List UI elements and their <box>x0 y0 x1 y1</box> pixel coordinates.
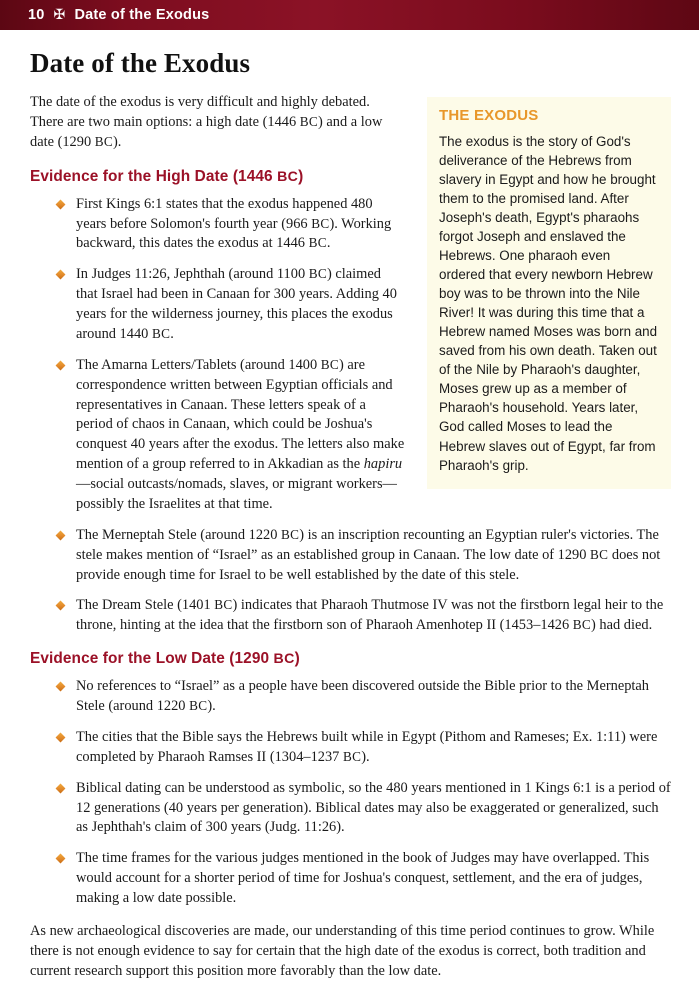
list-item: The cities that the Bible says the Hebrews built while in Egypt (Pithom and Rameses; Ex. 1:11) were completed by Pharaoh Ramses II (1304–1237 BC). <box>30 728 671 768</box>
bullet-list-low-date <box>30 677 671 909</box>
list-item: The Amarna Letters/Tablets (around 1400 BC) are correspondence written between Egyptian officials and representatives in Canaan. These letters speak of a period of chaos in Canaan, which could be Joshua's conquest 40 years after the exodus. The letters also make mention of a group referred to in Akkadian as the hapiru—social outcasts/nomads, slaves, or migrant workers—possibly the Israelites at that time. <box>30 356 448 515</box>
closing-paragraph: As new archaeological discoveries are made, our understanding of this time period continues to grow. While there is not enough evidence to say for certain that the high date of the exodus is correct, both tradition and current research support this position more favorably than the low date. <box>30 922 655 979</box>
page-content <box>30 30 671 982</box>
cross-icon: ✠ <box>53 6 66 22</box>
page-number: 10 <box>28 7 45 23</box>
list-item: The Dream Stele (1401 BC) indicates that Pharaoh Thutmose IV was not the firstborn legal heir to the throne, hinting at the idea that the firstborn son of Pharaoh Amenhotep II (1453–1426 BC) had died. <box>30 596 671 636</box>
list-item: The Merneptah Stele (around 1220 BC) is an inscription recounting an Egyptian ruler's victories. The stele makes mention of “Israel” as an established group in Canaan. The low date of 1290 BC does not provide enough time for Israel to be well established by the date of this stele. <box>30 526 671 586</box>
section-heading-low-date: Evidence for the Low Date (1290 BC) <box>30 650 300 668</box>
list-item: In Judges 11:26, Jephthah (around 1100 BC) claimed that Israel had been in Canaan for 300 years. Adding 40 years for the wilderness journey, this places the exodus around 1440 BC. <box>30 265 448 345</box>
list-item: Biblical dating can be understood as symbolic, so the 480 years mentioned in 1 Kings 6:1 is a period of 12 generations (40 years per generation). Biblical dates may also be exaggerated or generalized, such as Jephthah's claim of 300 years (Judg. 11:26). <box>30 779 671 839</box>
sidebar-the-exodus <box>427 97 671 489</box>
list-item: The time frames for the various judges mentioned in the book of Judges may have overlapped. This would account for a shorter period of time for Joshua's conquest, settlement, and the era of judges, making a low date possible. <box>30 849 671 909</box>
list-item: No references to “Israel” as a people have been discovered outside the Bible prior to the Merneptah Stele (around 1220 BC). <box>30 677 671 717</box>
intro-paragraph: The date of the exodus is very difficult and highly debated. There are two main options: a high date (1446 BC) and a low date (1290 BC). <box>30 94 383 150</box>
running-header-content <box>28 7 209 23</box>
page-body <box>0 30 699 979</box>
section-heading-high-date: Evidence for the High Date (1446 BC) <box>30 167 304 185</box>
sidebar-title: THE EXODUS <box>439 107 539 124</box>
running-header-title: Date of the Exodus <box>74 7 210 23</box>
running-header <box>0 0 699 30</box>
sidebar-body-text: The exodus is the story of God's deliverance of the Hebrews from slavery in Egypt and how he brought them to the promised land. After Joseph's death, Egypt's pharaohs forgot Joseph and enslaved the Hebrews. One pharaoh even ordered that every newborn Hebrew boy was to be thrown into the Nile River! It was during this time that a Hebrew named Moses was born and saved from his own death. Taken out of the Nile by Pharaoh's daughter, Moses grew up as a member of Pharaoh's household. Years later, God called Moses to lead the Hebrew slaves out of Egypt, far from Pharaoh's grip. <box>439 134 658 473</box>
page-title: Date of the Exodus <box>30 48 251 78</box>
list-item: First Kings 6:1 states that the exodus happened 480 years before Solomon's fourth year (966 BC). Working backward, this dates the exodus at 1446 BC. <box>30 195 448 255</box>
